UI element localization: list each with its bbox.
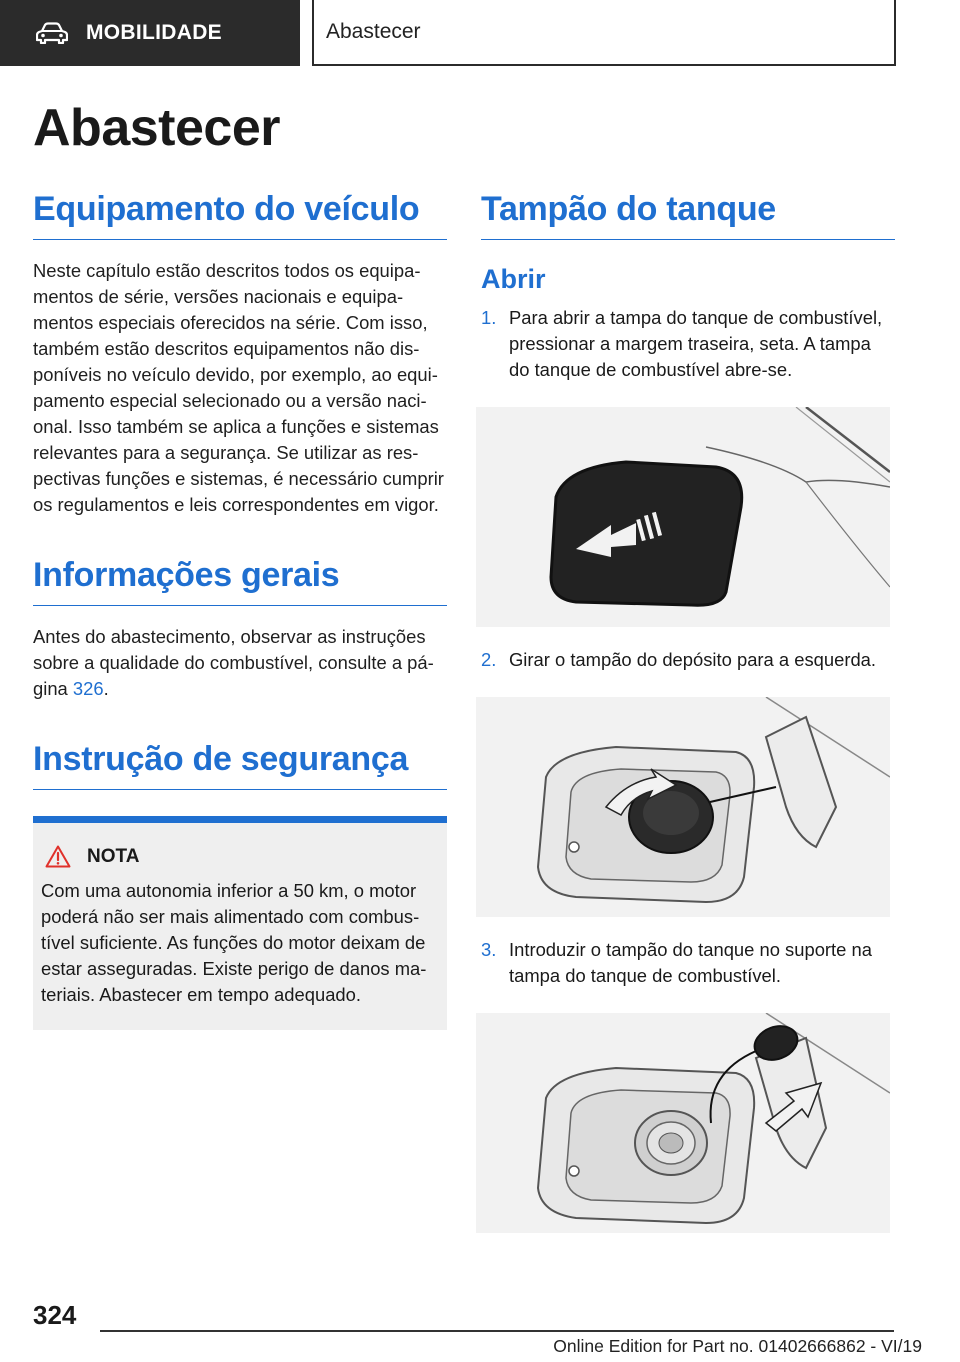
step-text: Para abrir a tampa do tanque de combustível, pressionar a margem traseira, seta. A tampa do tanque de combustível abre-se. — [509, 307, 883, 380]
page-title: Abastecer — [33, 99, 280, 157]
header-tab-title: Abastecer — [312, 0, 896, 66]
note-header — [45, 845, 437, 868]
section-label: MOBILIDADE — [86, 21, 222, 44]
fuel-flap-closed-illustration — [476, 407, 890, 627]
warning-triangle-icon — [45, 845, 71, 868]
equipment-text: Neste capítulo estão descritos todos os equipamentos de série, versões nacionais e equipamentos especiais oferecidos na série. Com isso, também estão descritos equipamentos não disponíveis no veículo devido, por exemplo, ao equipamento especial selecionado ou a versão nacional. Isso também se aplica a funções e sistemas relevantes para a segurança. Se utilizar as respectivas funções e sistemas, é necessário cumprir os regulamentos e leis correspondentes em vigor. — [33, 260, 444, 515]
heading-general-info: Informações gerais — [33, 556, 447, 606]
general-info-text-before: Antes do abastecimento, observar as instruções sobre a qualidade do combustível, consulte a página — [33, 626, 434, 699]
step-2 — [481, 647, 895, 673]
footer-edition: Online Edition for Part no. 01402666862 - VI/19 — [553, 1336, 922, 1356]
heading-fuel-cap: Tampão do tanque — [481, 190, 895, 240]
note-box — [33, 816, 447, 1030]
footer-divider — [100, 1330, 894, 1332]
note-label: NOTA — [87, 845, 140, 867]
cap-holder-illustration — [476, 1013, 890, 1233]
general-info-text-after: . — [103, 678, 109, 699]
header-section-bar — [0, 0, 300, 66]
heading-equipment: Equipamento do veículo — [33, 190, 447, 240]
right-column — [481, 190, 895, 1233]
step-number: 1. — [481, 307, 497, 328]
subheading-open: Abrir — [481, 264, 546, 294]
heading-safety: Instrução de segurança — [33, 740, 447, 790]
step-3 — [481, 937, 895, 989]
figure-cap-holder — [476, 1013, 890, 1233]
unscrew-cap-illustration — [476, 697, 890, 917]
step-number: 3. — [481, 939, 497, 960]
figure-unscrew-cap — [476, 697, 890, 917]
page-number: 324 — [33, 1300, 77, 1330]
car-icon — [36, 22, 68, 44]
note-text: Com uma autonomia inferior a 50 km, o motor poderá não ser mais alimentado com combustível suficiente. As funções do motor deixam de estar asseguradas. Existe perigo de danos materiais. Abastecer em tempo adequado. — [41, 880, 427, 1005]
step-text: Girar o tampão do depósito para a esquerda. — [509, 649, 877, 670]
figure-fuel-flap-closed — [476, 407, 890, 627]
left-column — [33, 190, 447, 1030]
step-number: 2. — [481, 649, 497, 670]
page-reference-link[interactable]: 326 — [72, 678, 104, 699]
step-text: Introduzir o tampão do tanque no suporte na tampa do tanque de combustível. — [509, 939, 872, 986]
step-1 — [481, 305, 895, 383]
general-info-text — [33, 624, 447, 702]
